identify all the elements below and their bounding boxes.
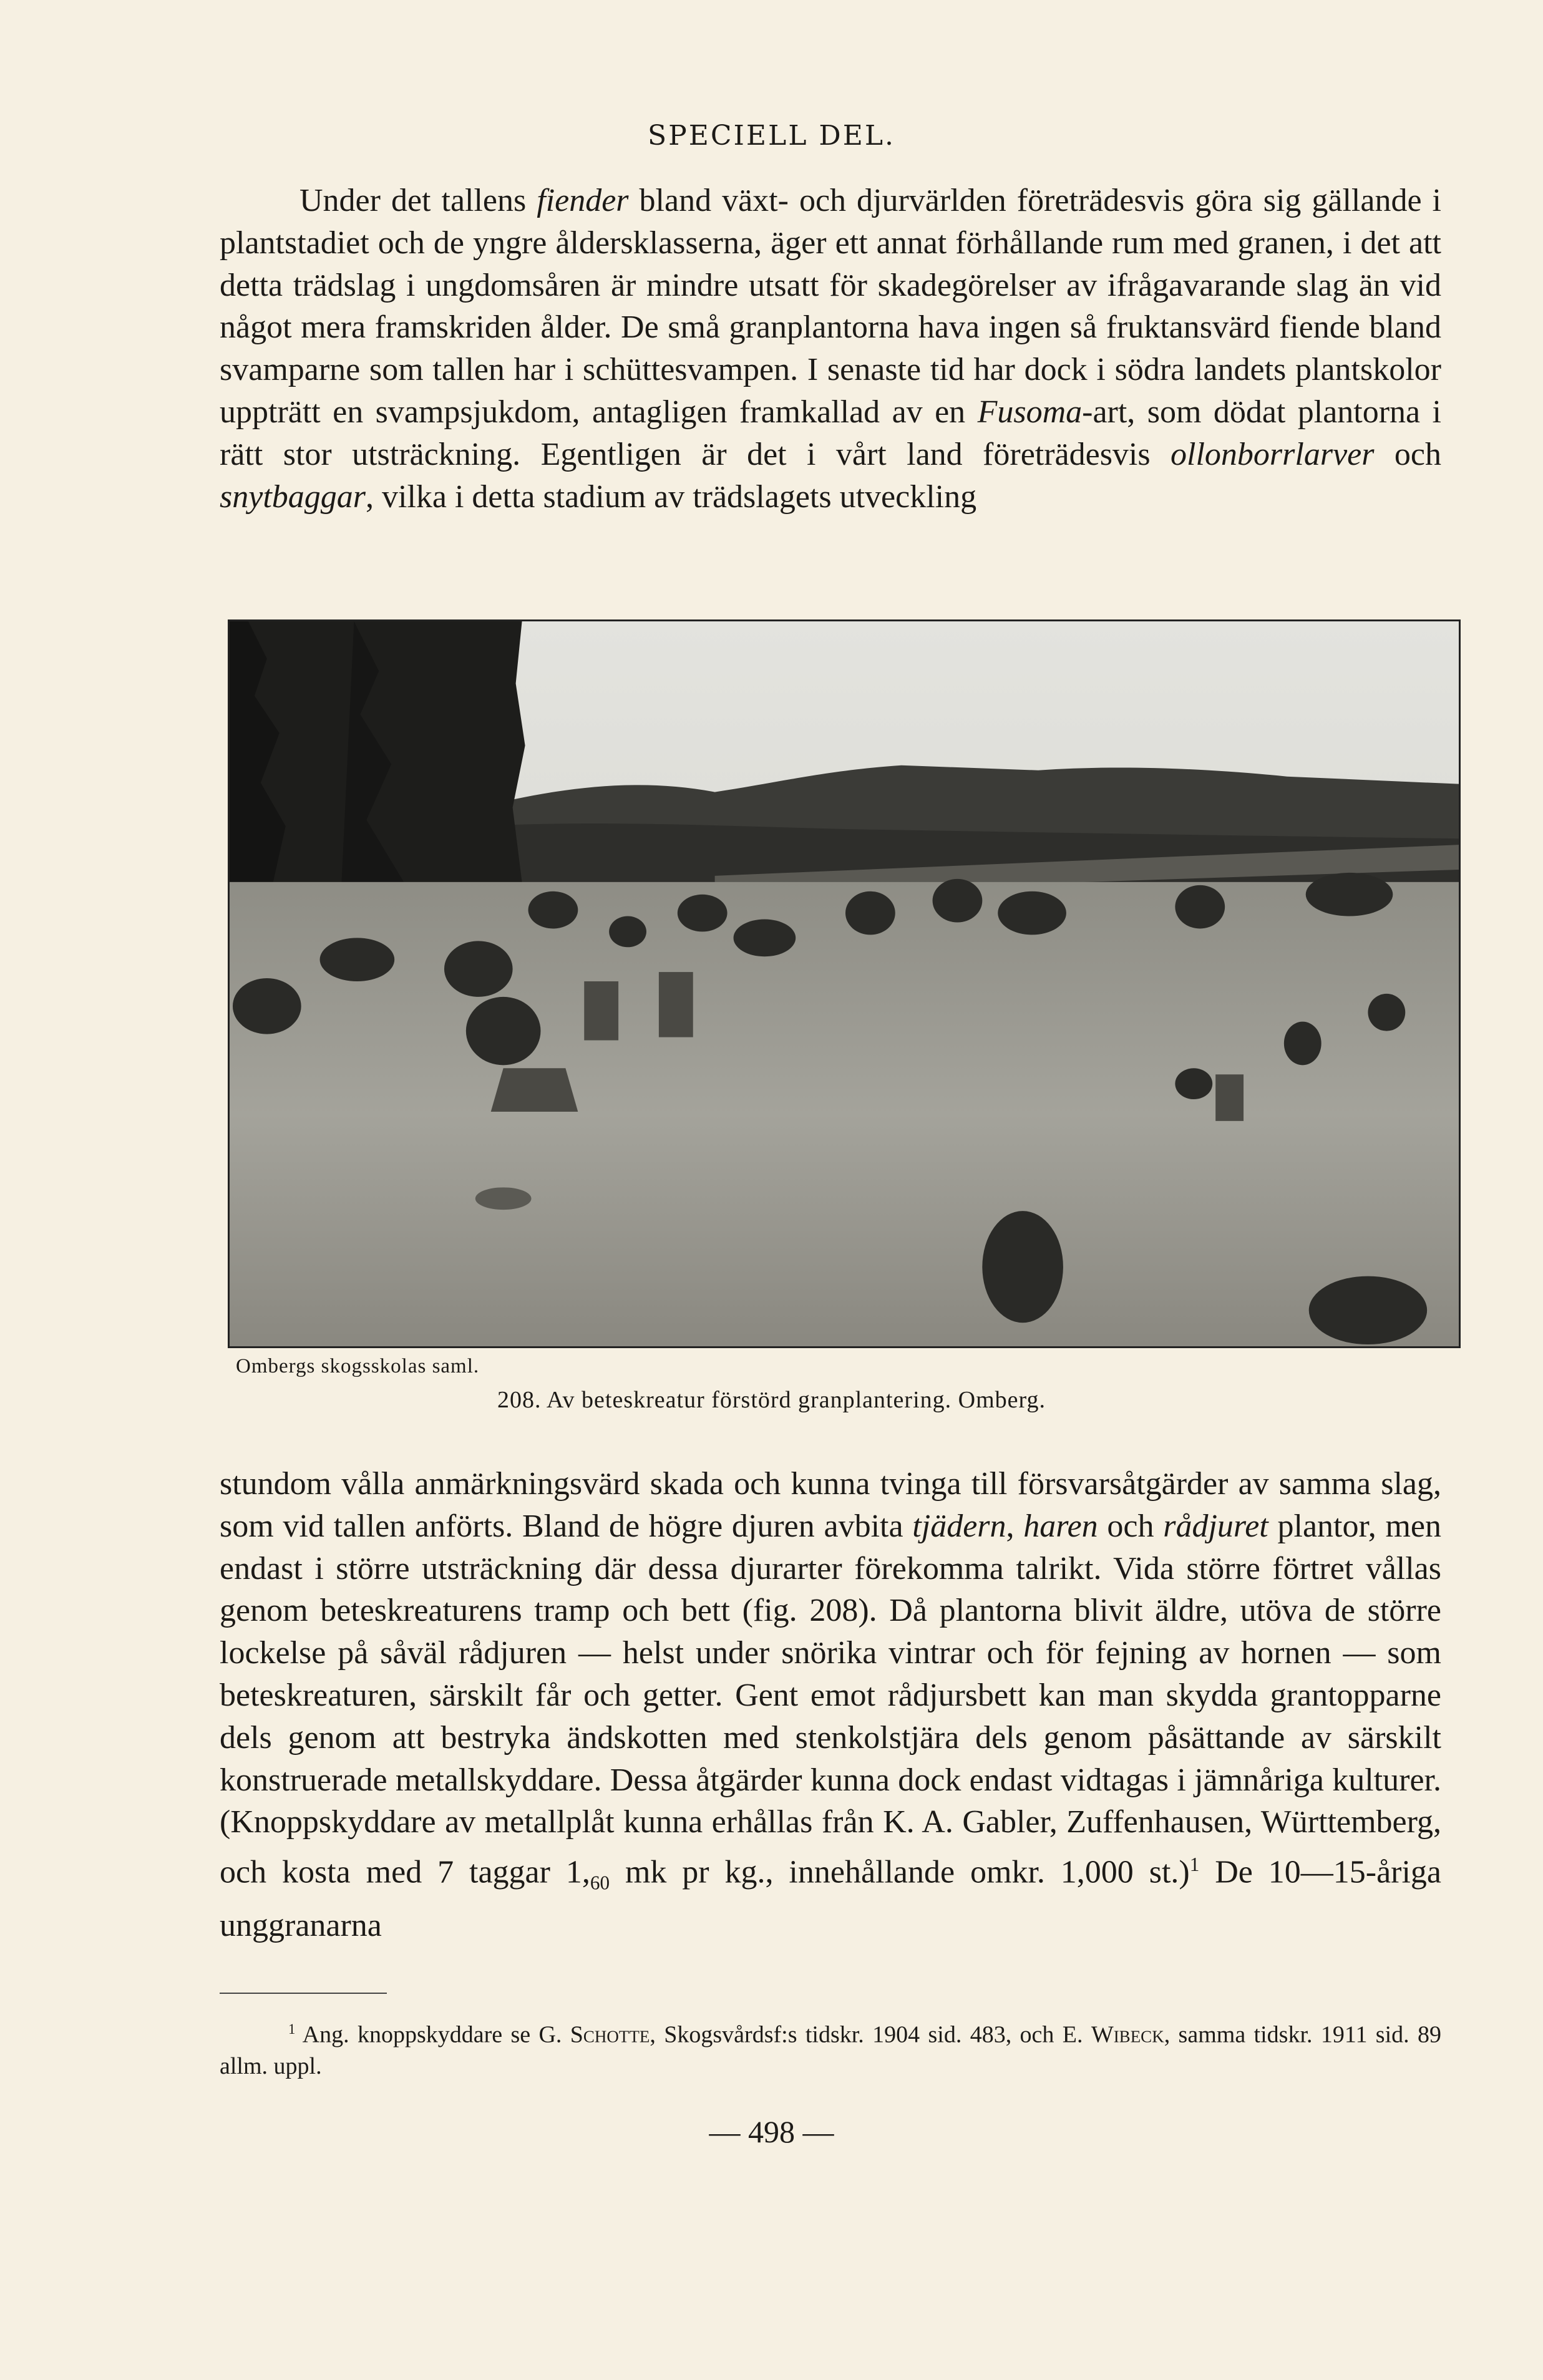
italic-term: ollonborrlarver: [1171, 436, 1375, 472]
text-run: plantor, men endast i större utsträckning där dessa djurarter förekomma talrikt. Vida större förtret vållas genom beteskreaturens tramp och bett (fig. 208). Då plantorna blivit äldre, utöva de större lockelse på såväl rådjuren — helst under snörika vintrar och för fejning av hornen — som beteskreaturen, särskilt får och getter. Gent emot rådjursbett kan man skydda grantopparne dels genom att bestryka ändskotten med stenkolstjära dels genom påsättande av särskilt konstruerade metallskyddare. Dessa åtgärder kunna dock endast vidtagas i jämnåriga kulturer. (Knoppskyddare av metallplåt kunna erhållas från K. A. Gabler, Zuffenhausen, Württemberg, och kosta med 7 taggar 1,: [220, 1508, 1441, 1890]
text-run: mk pr kg., innehållande omkr. 1,000 st.): [610, 1854, 1190, 1890]
body-text-top: [220, 180, 1441, 518]
text-run: Under det tallens: [299, 183, 537, 218]
photo-illustration: [230, 621, 1459, 1346]
italic-term: Fusoma: [977, 394, 1083, 430]
italic-term: fiender: [537, 183, 629, 218]
text-run: , samma tidskr. 1911 sid. 89 allm. uppl.: [220, 2021, 1441, 2079]
text-run: , vilka i detta stadium av trädslagets utveckling: [366, 478, 977, 515]
subscript: 60: [590, 1872, 610, 1894]
page-number: — 498 —: [709, 2114, 834, 2149]
italic-term: haren: [1023, 1508, 1098, 1544]
figure-photograph: [228, 619, 1461, 1348]
footnote-ref[interactable]: 1: [1189, 1853, 1200, 1876]
italic-term: rådjuret: [1163, 1508, 1268, 1544]
text-run: bland växt- och djurvärlden företrädesvis göra sig gällande i plantstadiet och de yngre åldersklasserna, äger ett annat förhållande rum med granen, i det att detta trädslag i ungdomsåren är mindre utsatt för skadegörelser av ifrågavarande slag än vid något mera framskriden ålder. De små granplantorna hava ingen så fruktansvärd fiende bland svamparne som tallen har i schüttesvampen. I senaste tid har dock i södra landets plantskolor uppträtt en svampsjukdom, antagligen framkallad av en: [220, 183, 1441, 430]
running-head: SPECIELL DEL.: [647, 120, 896, 152]
author-name: Wibeck: [1091, 2021, 1164, 2048]
text-run: och: [1098, 1508, 1164, 1544]
text-run: och: [1374, 436, 1441, 472]
text-run: ,: [1006, 1508, 1024, 1544]
paragraph-top: [220, 180, 1441, 518]
body-text-bottom: [220, 1463, 1441, 1946]
paragraph-bottom: [220, 1463, 1441, 1946]
text-run: , Skogsvårdsf:s tidskr. 1904 sid. 483, och E.: [650, 2021, 1091, 2048]
text-run: De 10—15-åriga unggranarna: [220, 1854, 1442, 1943]
text-run: Ang. knoppskyddare se G.: [295, 2021, 570, 2048]
figure-caption: 208. Av beteskreatur förstörd granplantering. Omberg.: [497, 1387, 1046, 1413]
figure-credit: Ombergs skogsskolas saml.: [236, 1355, 480, 1377]
text-run: stundom vålla anmärkningsvärd skada och kunna tvinga till försvarsåtgärder av samma slag, som vid tallen anförts. Bland de högre djuren avbita: [220, 1466, 1441, 1544]
italic-term: tjädern: [912, 1508, 1006, 1544]
italic-term: snytbaggar: [220, 478, 366, 515]
author-name: Schotte: [570, 2021, 650, 2048]
footnote-mark: 1: [288, 2021, 296, 2037]
footnote: [220, 2014, 1441, 2082]
text-run: -art, som dödat plantorna i rätt stor utsträckning. Egentligen är det i vårt land företrädesvis: [220, 394, 1441, 472]
footnote-divider: [220, 1993, 387, 1994]
